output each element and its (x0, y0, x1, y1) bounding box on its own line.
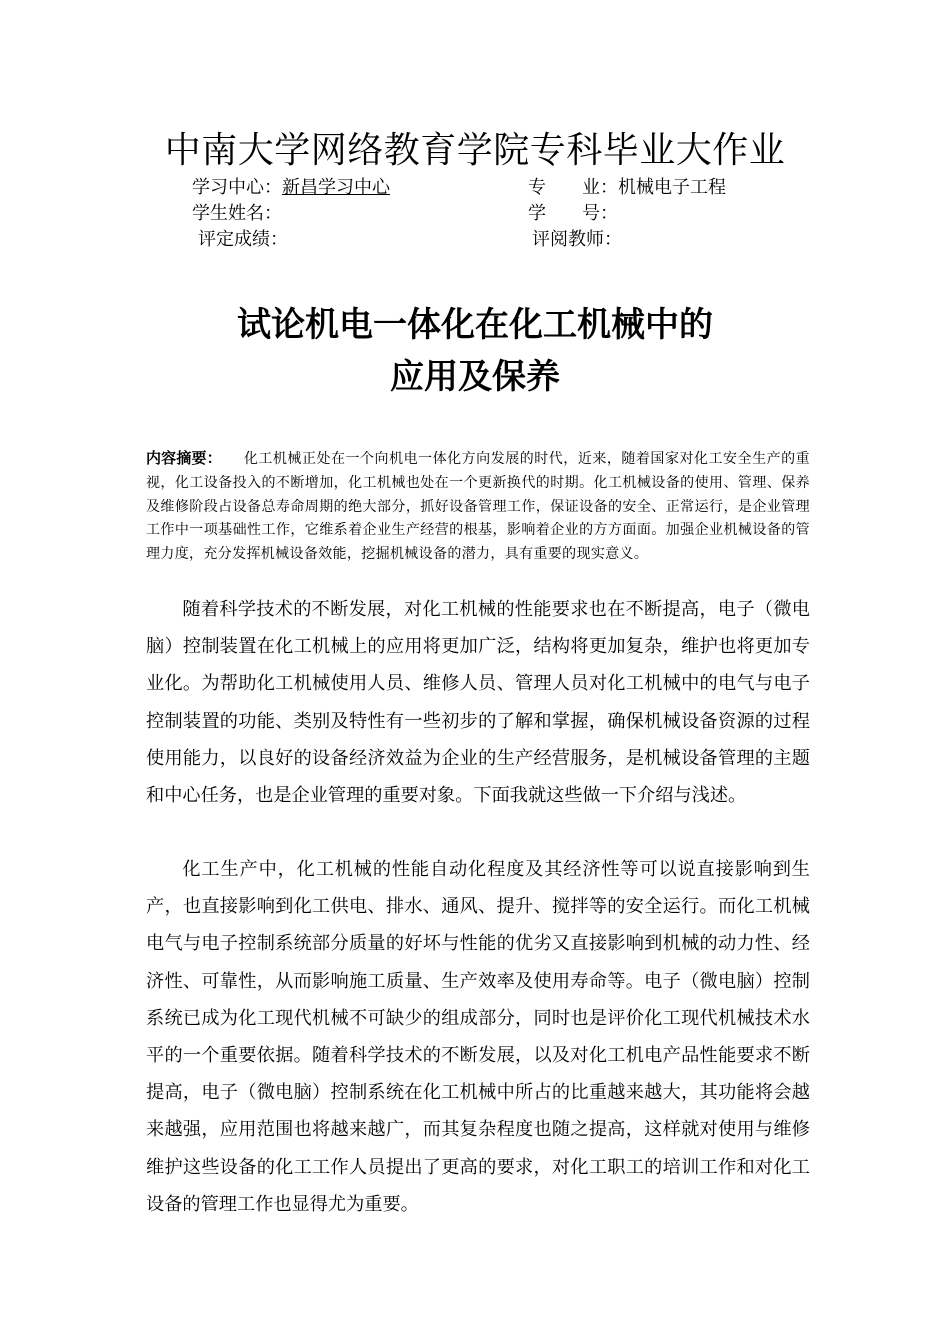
major-value: 机械电子工程 (618, 177, 726, 198)
abstract (146, 447, 810, 567)
learning-center-field (192, 176, 390, 200)
paper-title-line2: 应用及保养 (390, 357, 560, 397)
body-paragraph-2: 化工生产中，化工机械的性能自动化程度及其经济性等可以说直接影响到生产，也直接影响到化工供电、排水、通风、提升、搅拌等的安全运行。而化工机械电气与电子控制系统部分质量的好坏与性能的优劣又直接影响到机械的动力性、经济性、可靠性，从而影响施工质量、生产效率及使用寿命等。电子（微电脑）控制系统已成为化工现代机械不可缺少的组成部分，同时也是评价化工现代机械技术水平的一个重要依据。随着科学技术的不断发展，以及对化工机电产品性能要求不断提高，电子（微电脑）控制系统在化工机械中所占的比重越来越大，其功能将会越来越强，应用范围也将越来越广，而其复杂程度也随之提高，这样就对使用与维修维护这些设备的化工工作人员提出了更高的要求，对化工职工的培训工作和对化工设备的管理工作也显得尤为重要。 (146, 859, 810, 1215)
grade-field (198, 228, 288, 252)
student-name-field (192, 202, 282, 226)
body-paragraph-1: 随着科学技术的不断发展，对化工机械的性能要求也在不断提高，电子（微电脑）控制装置在化工机械上的应用将更加广泛，结构将更加复杂，维护也将更加专业化。为帮助化工机械使用人员、维修人员、管理人员对化工机械中的电气与电子控制装置的功能、类别及特性有一些初步的了解和掌握，确保机械设备资源的过程使用能力，以良好的设备经济效益为企业的生产经营服务，是机械设备管理的主题和中心任务，也是企业管理的重要对象。下面我就这些做一下介绍与浅述。 (146, 599, 810, 807)
document-header-title: 中南大学网络教育学院专科毕业大作业 (164, 130, 786, 171)
learning-center-value: 新昌学习中心 (282, 177, 390, 198)
student-id-field (528, 202, 618, 226)
grade-label: 评定成绩： (198, 229, 288, 250)
paper-title-line1: 试论机电一体化在化工机械中的 (237, 305, 713, 345)
student-id-label: 学 号： (528, 203, 618, 224)
major-field (528, 176, 726, 200)
student-name-label: 学生姓名： (192, 203, 282, 224)
major-label: 专 业： (528, 177, 618, 198)
reviewer-label: 评阅教师： (532, 229, 622, 250)
reviewer-field (532, 228, 622, 252)
abstract-label: 内容摘要： (146, 449, 222, 467)
abstract-text: 化工机械正处在一个向机电一体化方向发展的时代，近来，随着国家对化工安全生产的重视，化工设备投入的不断增加，化工机械也处在一个更新换代的时期。化工机械设备的使用、管理、保养及维修阶段占设备总寿命周期的绝大部分，抓好设备管理工作，保证设备的安全、正常运行，是企业管理工作中一项基础性工作，它维系着企业生产经营的根基，影响着企业的方方面面。加强企业机械设备的管理力度，充分发挥机械设备效能，挖掘机械设备的潜力，具有重要的现实意义。 (146, 451, 810, 563)
learning-center-label: 学习中心： (192, 177, 282, 198)
